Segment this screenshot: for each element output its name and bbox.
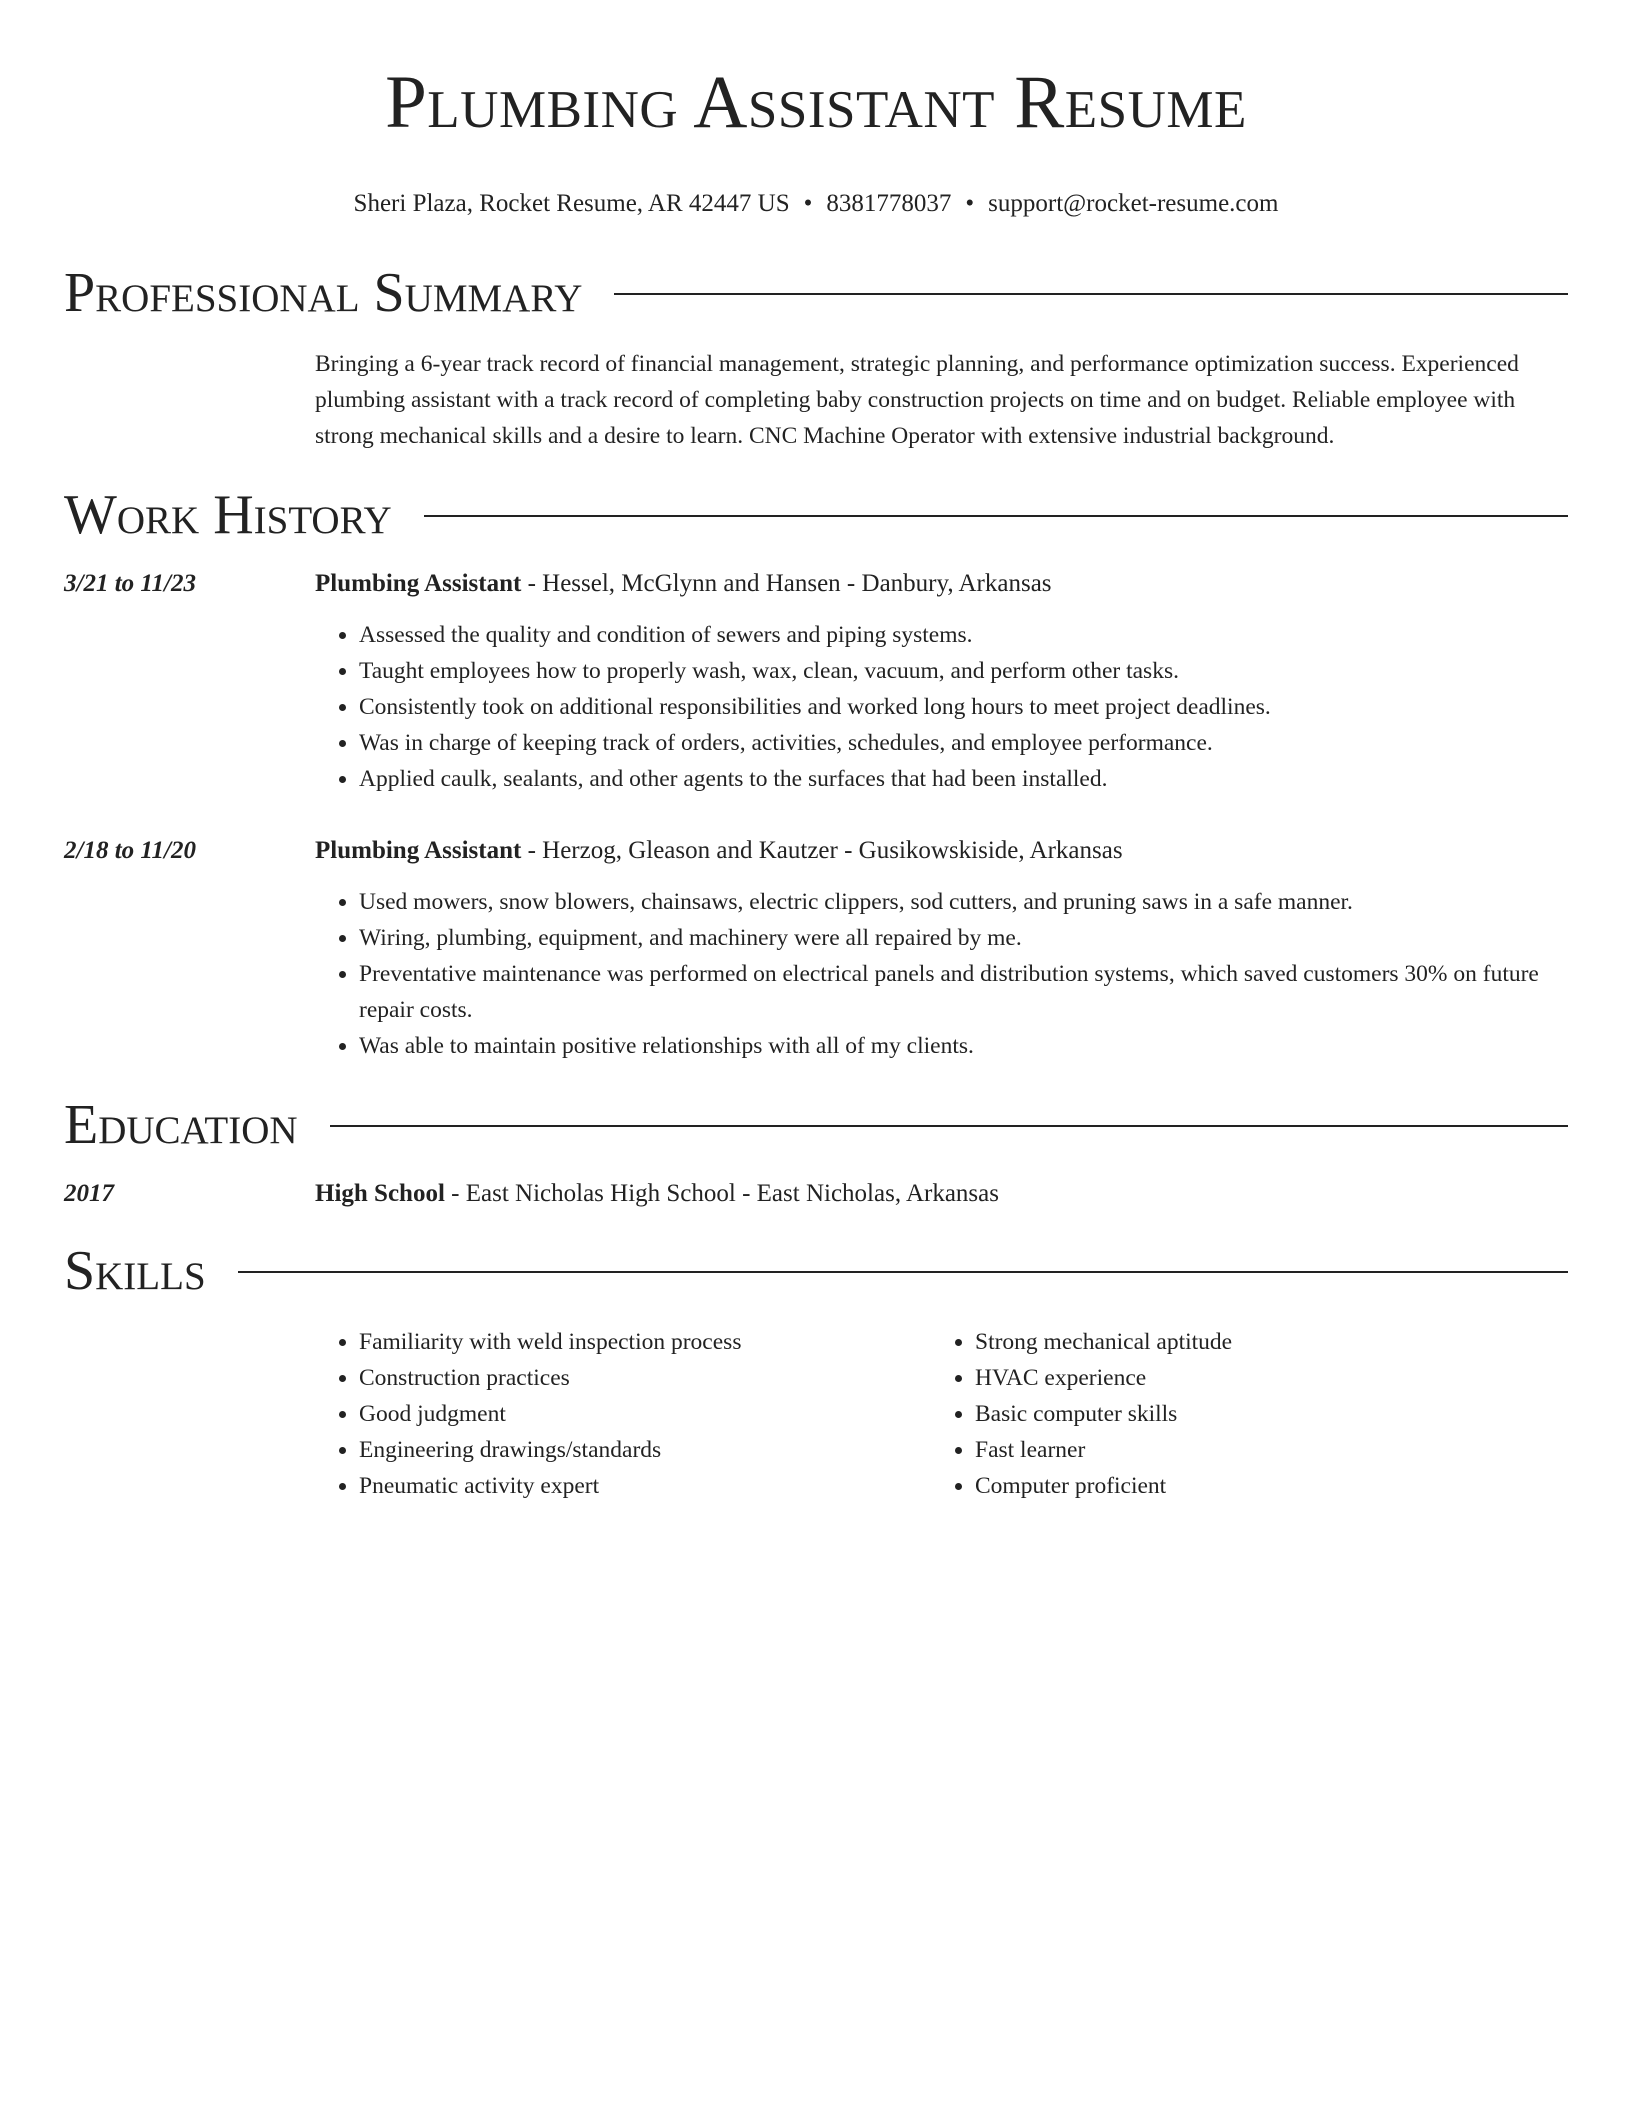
job-bullets [315,884,1568,1064]
education-year: 2017 [64,1180,114,1207]
job-bullets [315,617,1568,797]
list-item: • Assessed the quality and condition of sewers and piping systems. [359,617,1568,653]
summary-text: Bringing a 6-year track record of financial management, strategic planning, and performance optimization success. Experienced plumbing assistant with a track record of completing baby construction projects on time and on budget. Reliable employee with strong mechanical skills and a desire to learn. CNC Machine Operator with extensive industrial background. [315,351,1519,449]
section-divider [614,293,1568,295]
skills-list [315,1324,1568,1504]
job-dates: 2/18 to 11/20 [64,837,196,864]
skills-column-right [931,1324,1547,1504]
education-details: - East Nicholas High School - East Nicholas, Arkansas [444,1180,999,1207]
section-divider [424,515,1568,517]
education-body [315,1178,1568,1210]
skill-item: • Familiarity with weld inspection process [359,1324,931,1360]
job-entry [64,568,1568,797]
skill-item: • Computer proficient [975,1468,1547,1504]
list-item: • Preventative maintenance was performed on electrical panels and distribution systems, which saved customers 30% on future repair costs. [359,956,1568,1028]
contact-address: Sheri Plaza, Rocket Resume, AR 42447 US [353,190,790,217]
section-title-summary: Professional Summary [64,262,583,324]
section-divider [238,1271,1568,1273]
section-title-work: Work History [64,484,392,546]
job-dates: 3/21 to 11/23 [64,570,196,597]
skill-item: • Basic computer skills [975,1396,1547,1432]
contact-email: support@rocket-resume.com [988,190,1279,217]
list-item: • Wiring, plumbing, equipment, and machinery were all repaired by me. [359,920,1568,956]
list-item: • Consistently took on additional responsibilities and worked long hours to meet project deadlines. [359,689,1568,725]
job-heading [315,568,1568,600]
contact-line [64,188,1568,220]
skill-item: • Fast learner [975,1432,1547,1468]
bullet-separator: • [803,190,813,217]
skill-item: • Pneumatic activity expert [359,1468,931,1504]
education-entry [64,1178,1568,1210]
section-title-skills: Skills [64,1240,206,1302]
section-title-education: Education [64,1094,298,1156]
skill-item: • Strong mechanical aptitude [975,1324,1547,1360]
education-degree: High School [315,1180,445,1207]
list-item: • Applied caulk, sealants, and other agents to the surfaces that had been installed. [359,761,1568,797]
job-details: - Hessel, McGlynn and Hansen - Danbury, Arkansas [521,570,1052,597]
section-header-summary [64,262,1568,324]
section-header-education [64,1094,1568,1156]
job-body [315,835,1568,1064]
job-entry [64,835,1568,1064]
skill-item: • Construction practices [359,1360,931,1396]
list-item: • Taught employees how to properly wash, wax, clean, vacuum, and perform other tasks. [359,653,1568,689]
skill-item: • Engineering drawings/standards [359,1432,931,1468]
job-body [315,568,1568,797]
skills-column-left [315,1324,931,1504]
contact-phone: 8381778037 [826,190,952,217]
skill-item: • HVAC experience [975,1360,1547,1396]
bullet-separator: • [965,190,975,217]
job-role: Plumbing Assistant [315,837,522,864]
section-divider [330,1125,1568,1127]
resume-title: Plumbing Assistant Resume [385,61,1247,144]
section-header-skills [64,1240,1568,1302]
job-details: - Herzog, Gleason and Kautzer - Gusikowskiside, Arkansas [521,837,1123,864]
section-header-work [64,484,1568,546]
list-item: • Was in charge of keeping track of orders, activities, schedules, and employee performance. [359,725,1568,761]
list-item: • Used mowers, snow blowers, chainsaws, electric clippers, sod cutters, and pruning saws in a safe manner. [359,884,1568,920]
skill-item: • Good judgment [359,1396,931,1432]
job-heading [315,835,1568,867]
education-heading [315,1178,1568,1210]
list-item: • Was able to maintain positive relationships with all of my clients. [359,1028,1568,1064]
job-role: Plumbing Assistant [315,570,522,597]
